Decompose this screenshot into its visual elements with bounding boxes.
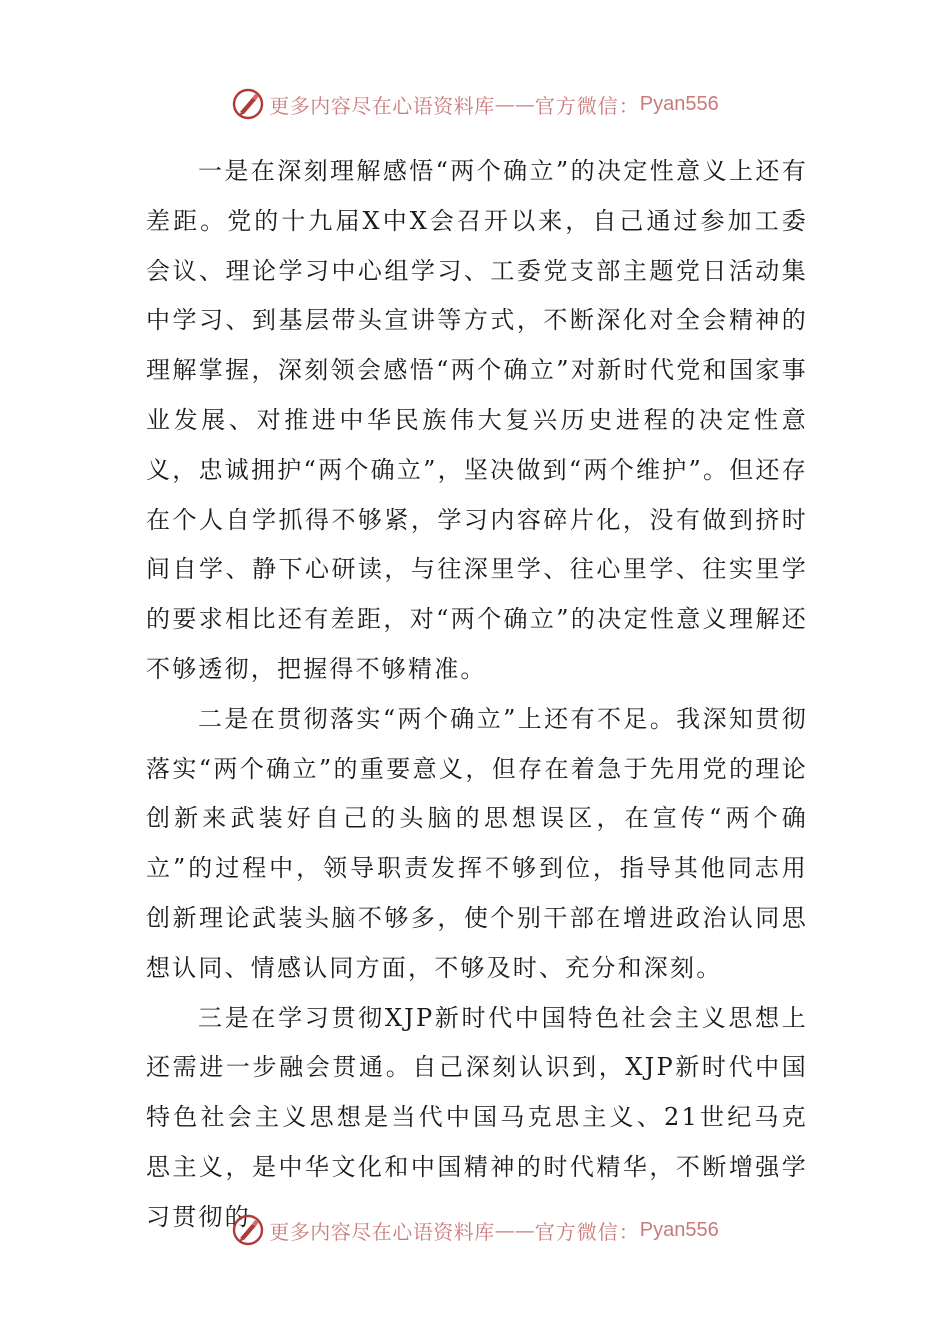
paragraph-1: 一是在深刻理解感悟“两个确立”的决定性意义上还有差距。党的十九届X中X会召开以来，自己通过参加工委会议、理论学习中心组学习、工委党支部主题党日活动集中学习、到基层带头宣讲等方式，不断深化对全会精神的理解掌握，深刻领会感悟“两个确立”对新时代党和国家事业发展、对推进中华民族伟大复兴历史进程的决定性意义，忠诚拥护“两个确立”，坚决做到“两个维护”。但还存在个人自学抓得不够紧，学习内容碎片化，没有做到挤时间自学、静下心研读，与往深里学、往心里学、往实里学的要求相比还有差距，对“两个确立”的决定性意义理解还不够透彻，把握得不够精准。	[146, 157, 808, 683]
paragraph-3: 三是在学习贯彻XJP新时代中国特色社会主义思想上还需进一步融会贯通。自己深刻认识到，XJP新时代中国特色社会主义思想是当代中国马克思主义、21世纪马克思主义，是中华文化和中国精神的时代精华，不断增强学习贯彻的	[146, 1003, 808, 1231]
header-watermark-banner	[0, 84, 950, 124]
footer-watermark-banner	[0, 1210, 950, 1250]
watermark-contact-id: Pyan556	[639, 1218, 719, 1241]
watermark-site-text: 更多内容尽在心语资料库	[269, 1219, 495, 1244]
watermark-contact-label: 官方微信：	[534, 1219, 640, 1244]
pen-logo-icon	[231, 87, 265, 121]
watermark-dash: ——	[494, 92, 535, 116]
watermark-contact-id: Pyan556	[639, 92, 719, 115]
document-body	[146, 147, 808, 1243]
paragraph-2: 二是在贯彻落实“两个确立”上还有不足。我深知贯彻落实“两个确立”的重要意义，但存在着急于先用党的理论创新来武装好自己的头脑的思想误区，在宣传“两个确立”的过程中，领导职责发挥不够到位，指导其他同志用创新理论武装头脑不够多，使个别干部在增进政治认同思想认同、情感认同方面，不够及时、充分和深刻。	[146, 704, 808, 982]
watermark-contact-label: 官方微信：	[534, 93, 640, 118]
watermark-dash: ——	[494, 1218, 535, 1242]
pen-logo-icon	[231, 1213, 265, 1247]
watermark-site-text: 更多内容尽在心语资料库	[269, 93, 495, 118]
